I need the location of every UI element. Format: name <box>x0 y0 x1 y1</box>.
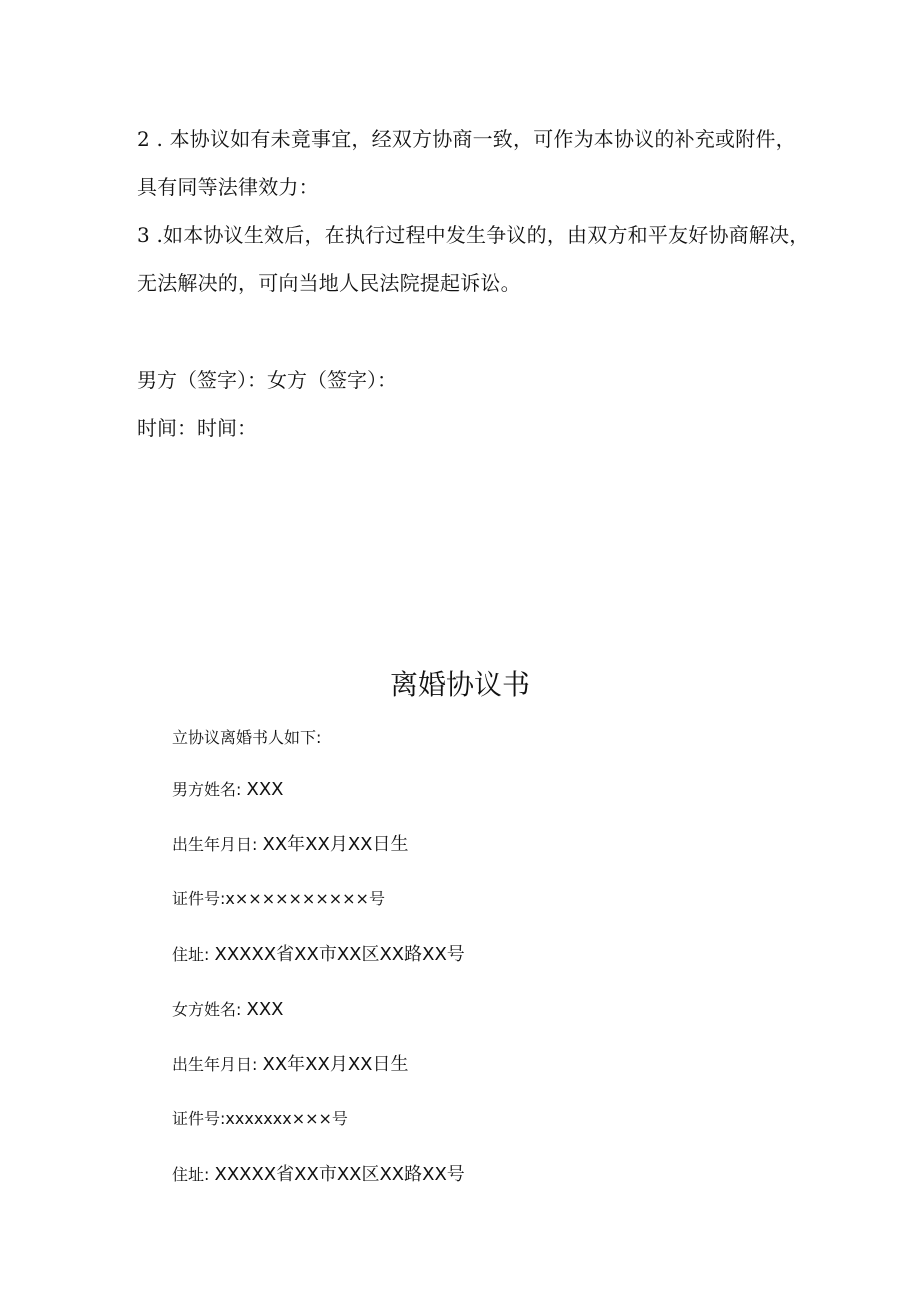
male-id-value: x××××××××××号 <box>225 889 385 908</box>
clause-2-line-2: 具有同等法律效力： <box>137 175 319 199</box>
agreement-title: 离婚协议书 <box>389 668 530 701</box>
female-birth-label: 出生年月日: <box>172 1055 258 1074</box>
female-birth-row <box>172 1056 409 1074</box>
agreement-intro: 立协议离婚书人如下: <box>172 728 322 747</box>
female-address-row <box>172 1166 465 1184</box>
female-name-row <box>172 1001 284 1019</box>
male-name-label: 男方姓名: <box>172 780 242 799</box>
female-id-row <box>172 1111 348 1127</box>
male-id-row <box>172 891 385 907</box>
female-id-value: xxxxxxx×××号 <box>225 1109 348 1128</box>
female-name-value: XXX <box>246 999 284 1020</box>
male-address-row <box>172 946 465 964</box>
male-birth-value: XX年XX月XX日生 <box>262 834 409 855</box>
female-address-value: XXXXX省XX市XX区XX路XX号 <box>214 1164 465 1185</box>
male-birth-label: 出生年月日: <box>172 835 258 854</box>
female-name-label: 女方姓名: <box>172 1000 242 1019</box>
male-name-row <box>172 781 284 799</box>
female-birth-value: XX年XX月XX日生 <box>262 1054 409 1075</box>
clause-3-line-1: 3 .如本协议生效后，在执行过程中发生争议的，由双方和平友好协商解决， <box>137 223 810 247</box>
signature-line: 男方（签字）：女方（签字）： <box>137 368 397 392</box>
signature-time-line: 时间：时间： <box>137 416 257 440</box>
male-id-label: 证件号: <box>172 889 226 908</box>
female-id-label: 证件号: <box>172 1109 226 1128</box>
male-address-label: 住址: <box>172 945 210 964</box>
female-address-label: 住址: <box>172 1165 210 1184</box>
clause-2-line-1: 2 . 本协议如有未竟事宜，经双方协商一致，可作为本协议的补充或附件， <box>137 127 796 151</box>
male-birth-row <box>172 836 409 854</box>
male-address-value: XXXXX省XX市XX区XX路XX号 <box>214 944 465 965</box>
male-name-value: XXX <box>246 779 284 800</box>
clause-3-line-2: 无法解决的，可向当地人民法院提起诉讼。 <box>137 271 521 295</box>
